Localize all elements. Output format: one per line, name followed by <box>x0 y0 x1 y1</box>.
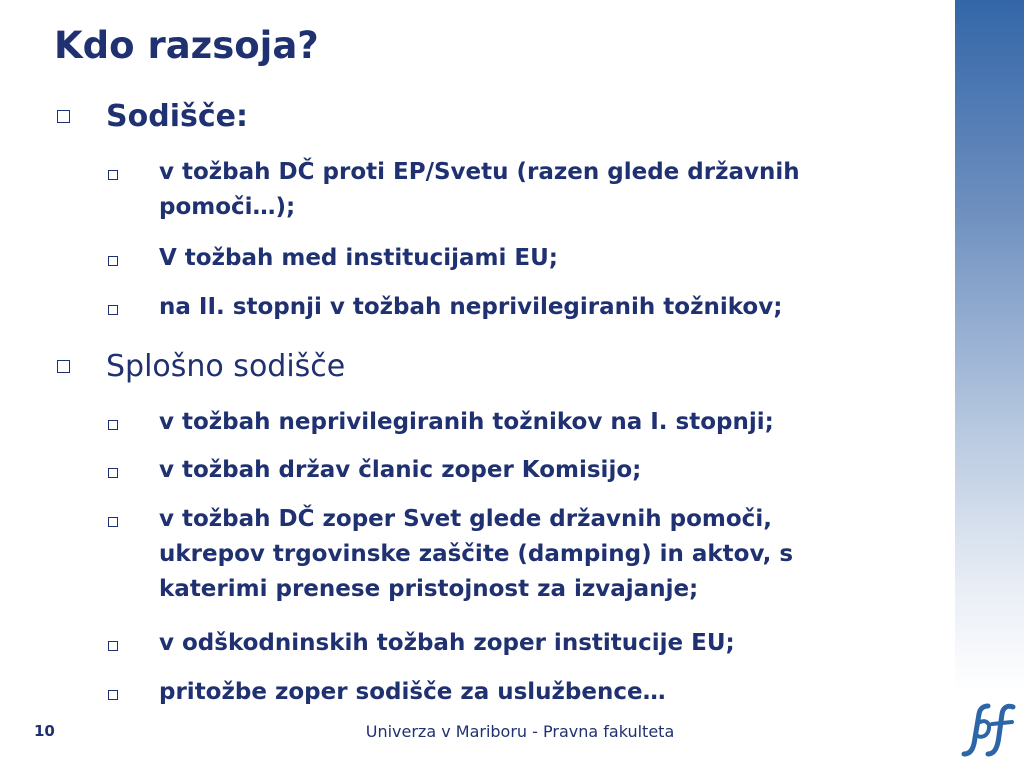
page-number: 10 <box>34 722 55 740</box>
list-item: v tožbah neprivilegiranih tožnikov na I. stopnji; <box>159 409 774 435</box>
item-bullet-icon <box>108 690 118 700</box>
section-bullet-icon <box>57 110 70 123</box>
item-bullet-icon <box>108 517 118 527</box>
list-item: v tožbah držav članic zoper Komisijo; <box>159 457 642 483</box>
slide-title: Kdo razsoja? <box>54 24 319 67</box>
list-item: v tožbah DČ proti EP/Svetu (razen glede državnih pomoči…); <box>159 159 800 220</box>
item-bullet-icon <box>108 256 118 266</box>
footer-institution: Univerza v Mariboru - Pravna fakulteta <box>365 722 675 741</box>
section-bullet-icon <box>57 360 70 373</box>
list-item: pritožbe zoper sodišče za uslužbence… <box>159 679 666 705</box>
list-item: v tožbah DČ zoper Svet glede državnih pomoči, ukrepov trgovinske zaščite (damping) in aktov, s katerimi prenese pristojnost za izvajanje; <box>159 506 794 602</box>
list-item: v odškodninskih tožbah zoper institucije EU; <box>159 630 735 656</box>
side-gradient-bar <box>955 0 1024 692</box>
pf-faculty-logo-icon <box>958 700 1016 758</box>
section-heading-court: Sodišče: <box>106 99 248 134</box>
item-bullet-icon <box>108 305 118 315</box>
list-item: na II. stopnji v tožbah neprivilegiranih tožnikov; <box>159 294 783 320</box>
item-bullet-icon <box>108 641 118 651</box>
section-heading-general-court: Splošno sodišče <box>106 349 346 384</box>
item-bullet-icon <box>108 170 118 180</box>
item-bullet-icon <box>108 420 118 430</box>
item-bullet-icon <box>108 468 118 478</box>
list-item: V tožbah med institucijami EU; <box>159 245 558 271</box>
